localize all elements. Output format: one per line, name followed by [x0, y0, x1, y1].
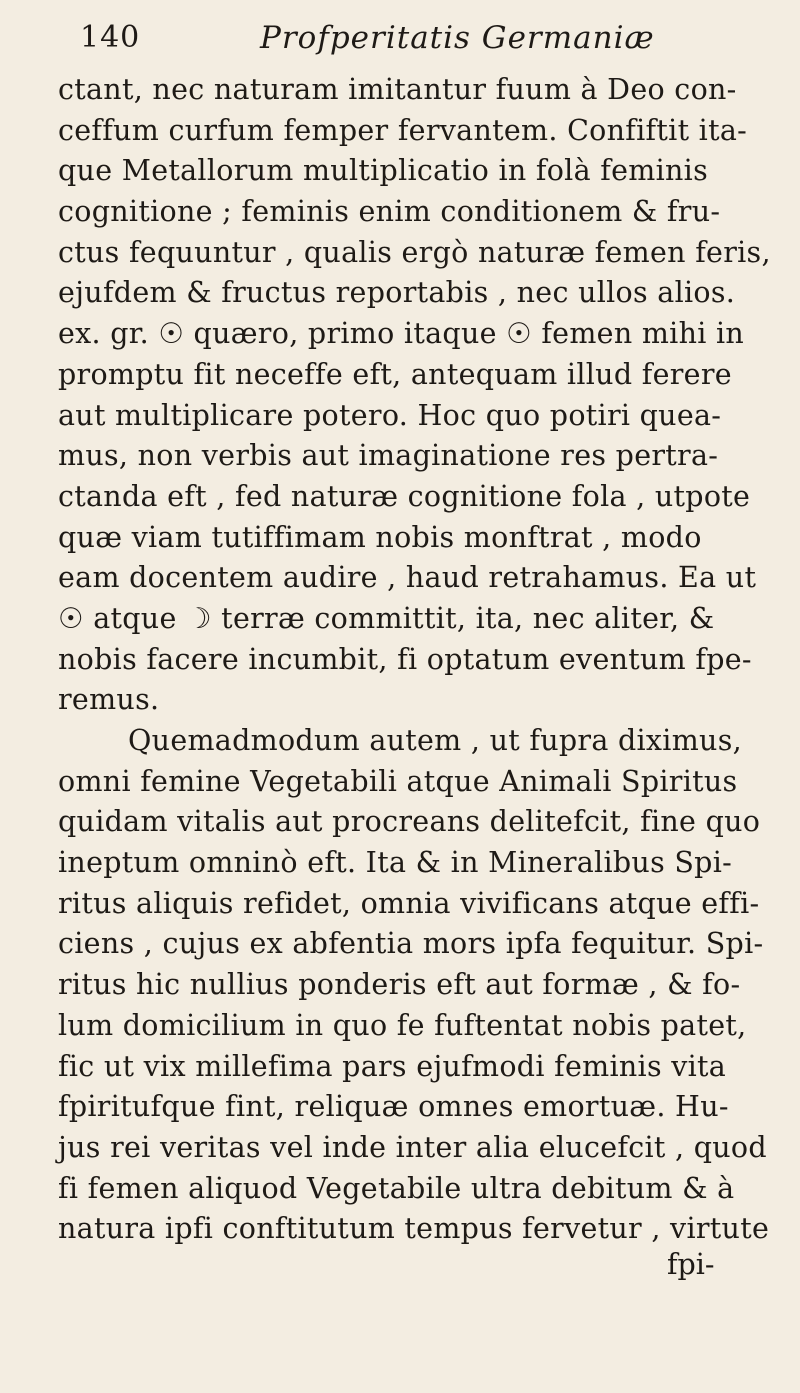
text-line: ctanda eft , fed naturæ cognitione fola , utpote [58, 479, 751, 513]
running-title: Profperitatis Germaniæ [260, 20, 655, 56]
text-line: fi femen aliquod Vegetabile ultra debitum & à [58, 1171, 735, 1205]
text-line: promptu fit neceffe eft, antequam illud ferere [58, 357, 732, 391]
text-line: cognitione ; feminis enim conditionem & fru- [58, 195, 721, 229]
body-text [58, 70, 771, 1250]
text-line: fic ut vix millefima pars ejufmodi feminis vita [58, 1049, 727, 1083]
text-line: eam docentem audire , haud retrahamus. Ea ut [58, 561, 757, 595]
text-line: que Metallorum multiplicatio in folà feminis [58, 154, 708, 188]
text-line: nobis facere incumbit, fi optatum eventum fpe- [58, 642, 752, 676]
page-number: 140 [80, 20, 141, 55]
text-line: ctant, nec naturam imitantur fuum à Deo con- [58, 73, 737, 106]
text-line: quidam vitalis aut procreans delitefcit, fine quo [58, 805, 761, 839]
text-line: natura ipfi conftitutum tempus fervetur , virtute [58, 1212, 770, 1246]
page-header [80, 14, 760, 64]
text-line: ctus fequuntur , qualis ergò naturæ femen feris, [58, 235, 771, 269]
text-line: fpiritufque fint, reliquæ omnes emortuæ. Hu- [58, 1090, 729, 1124]
text-line: ciens , cujus ex abfentia mors ipfa fequitur. Spi- [58, 927, 764, 961]
text-line: jus rei veritas vel inde inter alia elucefcit , quod [58, 1130, 767, 1164]
text-line: mus, non verbis aut imaginatione res pertra- [58, 439, 719, 473]
paragraph-start-line: Quemadmodum autem , ut fupra diximus, [128, 724, 742, 757]
text-line: ritus hic nullius ponderis eft aut formæ , & fo- [58, 968, 741, 1002]
text-line: lum domicilium in quo fe fuftentat nobis patet, [58, 1008, 747, 1042]
catchword: fpi- [667, 1248, 715, 1281]
text-line: aut multiplicare potero. Hoc quo potiri quea- [58, 398, 722, 432]
text-line: ritus aliquis refidet, omnia vivificans atque effi- [58, 886, 760, 920]
text-line: remus. [58, 683, 160, 717]
text-line: ejufdem & fructus reportabis , nec ullos alios. [58, 276, 736, 310]
text-line: ☉ atque ☽ terræ committit, ita, nec aliter, & [58, 601, 715, 635]
text-line: omni femine Vegetabili atque Animali Spiritus [58, 764, 738, 798]
text-line: quæ viam tutiffimam nobis monftrat , modo [58, 520, 702, 554]
text-line: ex. gr. ☉ quæro, primo itaque ☉ femen mihi in [58, 317, 745, 351]
text-line: ceffum curfum femper fervantem. Confiftit ita- [58, 113, 748, 147]
text-line: ineptum omninò eft. Ita & in Mineralibus Spi- [58, 846, 733, 880]
